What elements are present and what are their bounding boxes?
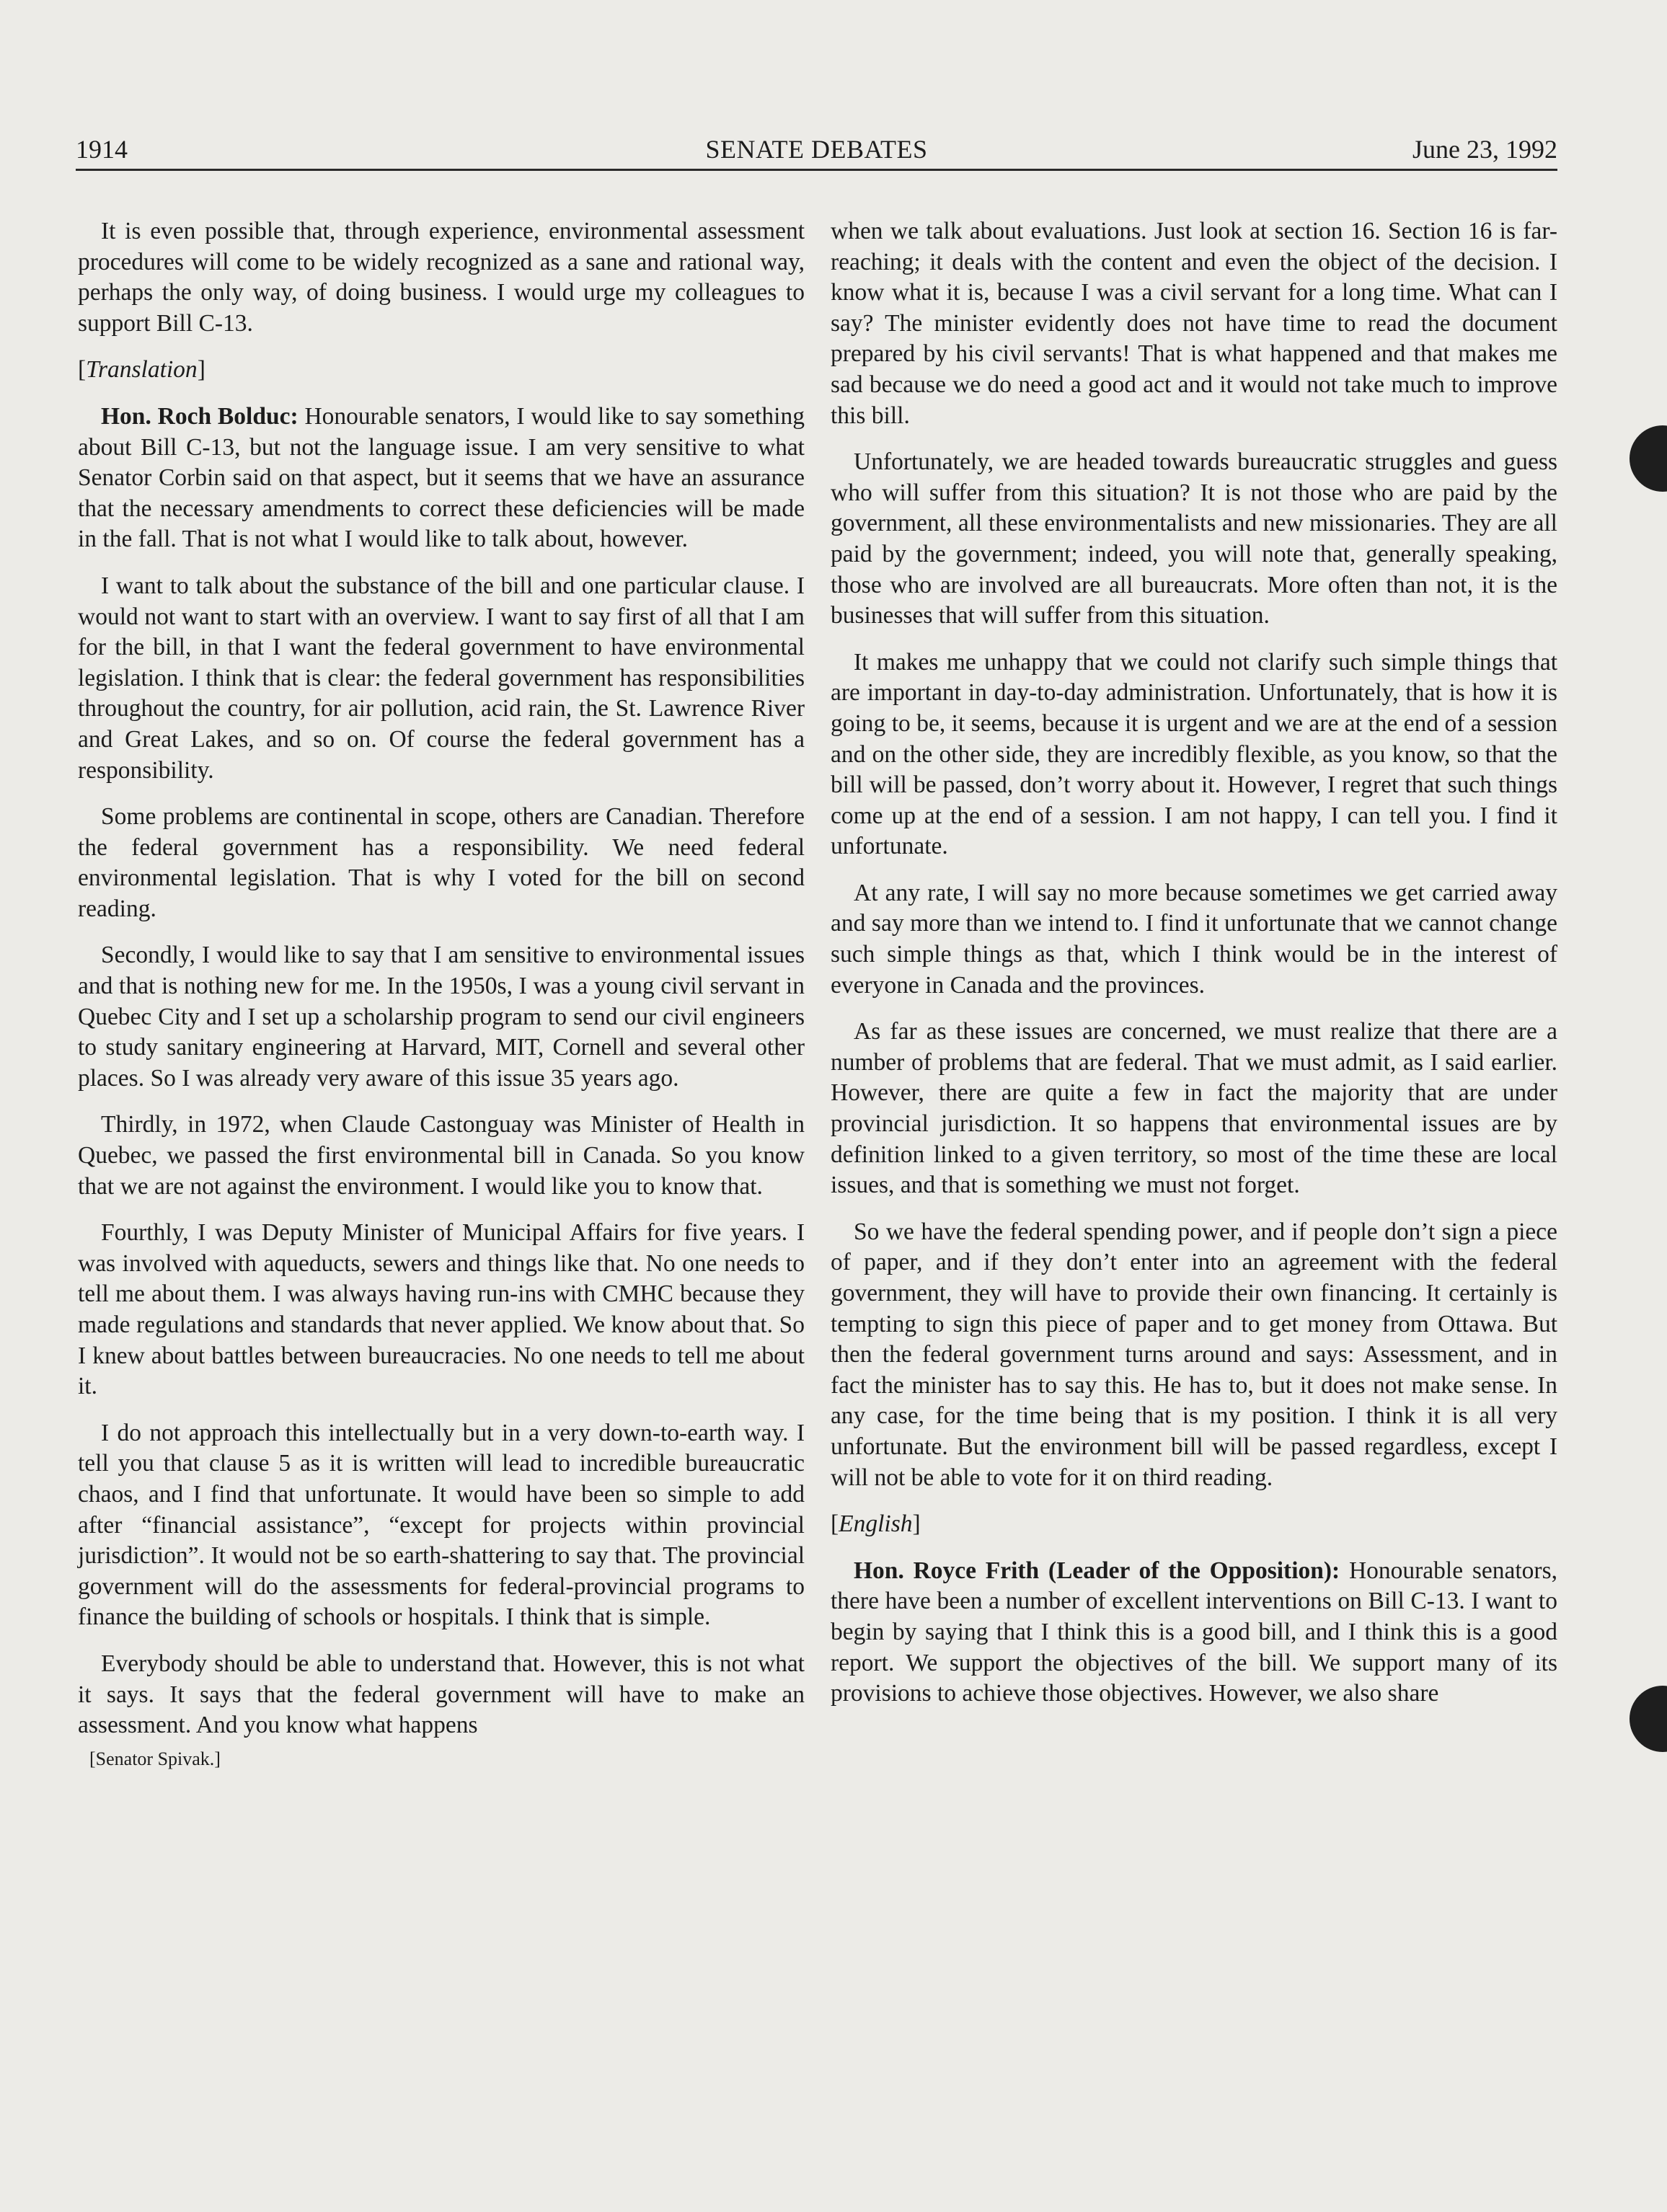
paragraph: It is even possible that, through experience, environmental assessment procedures will come to be widely recognized as a sane and rational way, perhaps the only way, of doing business. I would urge my colleagues to support Bill C-13. bbox=[78, 218, 805, 337]
page-header bbox=[76, 127, 1557, 171]
paragraph: Secondly, I would like to say that I am sensitive to environmental issues and that is nothing new for me. In the 1950s, I was a young civil servant in Quebec City and I set up a scholarship program to send our civil engineers to study sanitary engineering at Harvard, MIT, Cornell and several other places. So I was already very aware of this issue 35 years ago. bbox=[78, 942, 805, 1092]
paragraph: As far as these issues are concerned, we must realize that there are a number of problems that are federal. That we must admit, as I said earlier. However, there are quite a few in fact the majority that are under provincial jurisdiction. It so happens that environmental issues are by definition linked to a given territory, so most of the time these are local issues, and that is something we must not forget. bbox=[831, 1018, 1557, 1199]
binder-hole-icon bbox=[1630, 425, 1667, 492]
paragraph: It makes me unhappy that we could not clarify such simple things that are important in day-to-day administration. Unfortunately, that is how it is going to be, it seems, because it is urgent and we are at the end of a session and on the other side, they are incredibly flexible, as you know, so that the bill will be passed, don’t worry about it. However, I regret that such things come up at the end of a session. I am not happy, I can tell you. I find it unfortunate. bbox=[831, 648, 1557, 860]
paragraph: So we have the federal spending power, and if people don’t sign a piece of paper, and if they don’t enter into an agreement with the federal government, they will have to provide their own financing. It certainly is tempting to sign this piece of paper and to get money from Ottawa. But then the federal government turns around and says: Assessment, and in fact the minister has to say this. He has to, but it does not make sense. In any case, for the time being that is my position. I think it is all very unfortunate. But the environment bill will be passed regardless, except I will not be able to vote for it on third reading. bbox=[831, 1218, 1557, 1491]
speaker-paragraph bbox=[831, 1556, 1557, 1709]
paragraph: Some problems are continental in scope, others are Canadian. Therefore the federal government has a responsibility. We need federal environmental legislation. That is why I voted for the bill on second reading. bbox=[78, 803, 805, 922]
right-column bbox=[831, 216, 1557, 1725]
page-number: 1914 bbox=[76, 135, 128, 164]
speaker-paragraph bbox=[78, 402, 805, 555]
publication-date: June 23, 1992 bbox=[1412, 135, 1557, 164]
english-tag-text: English bbox=[839, 1510, 913, 1538]
paragraph: Everybody should be able to understand that. However, this is not what it says. It says that the federal government will have to make an assessment. And you know what happens bbox=[78, 1650, 805, 1739]
paragraph: I do not approach this intellectually but in a very down-to-earth way. I tell you that clause 5 as it is written will lead to incredible bureaucratic chaos, and I find that unfortunate. It would have been so simple to add after “financial assistance”, “except for projects within provincial jurisdiction”. It would not be so earth-shattering to say that. The provincial government will do the assessments for federal-provincial programs to finance the building of schools or hospitals. I think that is simple. bbox=[78, 1419, 805, 1631]
footer-note: [Senator Spivak.] bbox=[89, 1748, 221, 1769]
translation-tag: [Translation] bbox=[78, 356, 205, 384]
paragraph: At any rate, I will say no more because sometimes we get carried away and say more than we intend to. I find it unfortunate that we cannot change such simple things as that, which I think would be in the interest of everyone in Canada and the provinces. bbox=[831, 879, 1557, 999]
speech-text: Honourable senators, I would like to say something about Bill C-13, but not the language issue. I am very sensitive to what Senator Corbin said on that aspect, but it seems that we have an assurance that the necessary amendments to correct these deficiencies will be made in the fall. That is not what I would like to talk about, however. bbox=[78, 402, 805, 553]
publication-title: SENATE DEBATES bbox=[705, 135, 928, 164]
speaker-name: Hon. Royce Frith (Leader of the Opposition): bbox=[854, 1557, 1340, 1584]
paragraph: I want to talk about the substance of the bill and one particular clause. I would not want to start with an overview. I want to say first of all that I am for the bill, in that I want the federal government to have environmental legislation. I think that is clear: the federal government has responsibilities throughout the country, for air pollution, acid rain, the St. Lawrence River and Great Lakes, and so on. Of course the federal government has a responsibility. bbox=[78, 572, 805, 784]
paragraph: Thirdly, in 1972, when Claude Castonguay was Minister of Health in Quebec, we passed the first environmental bill in Canada. So you know that we are not against the environment. I would like you to know that. bbox=[78, 1111, 805, 1200]
paragraph: Fourthly, I was Deputy Minister of Municipal Affairs for five years. I was involved with aqueducts, sewers and things like that. No one needs to tell me about them. I was always having run-ins with CMHC because they made regulations and standards that never applied. We know about that. So I knew about battles between bureaucracies. No one needs to tell me about it. bbox=[78, 1219, 805, 1400]
speech-text: Honourable senators, there have been a number of excellent interventions on Bill C-13. I want to begin by saying that I think this is a good bill, and I think this is a good report. We support the objectives of the bill. We support many of its provisions to achieve those objectives. However, we also share bbox=[831, 1557, 1558, 1707]
left-column bbox=[78, 216, 805, 1771]
paragraph: when we talk about evaluations. Just look at section 16. Section 16 is far-reaching; it deals with the content and even the object of the decision. I know what it is, because I was a civil servant for a long time. What can I say? The minister evidently does not have time to read the document prepared by his civil servants! That is what happened and that makes me sad because we do need a good act and it would not take much to improve this bill. bbox=[831, 218, 1557, 429]
speaker-name: Hon. Roch Bolduc: bbox=[101, 402, 299, 430]
paragraph: Unfortunately, we are headed towards bureaucratic struggles and guess who will suffer from this situation? It is not those who are paid by the government, all these environmentalists and new missionaries. They are all paid by the government; indeed, you will note that, generally speaking, those who are involved are all bureaucrats. More often than not, it is the businesses that will suffer from this situation. bbox=[831, 448, 1557, 629]
binder-hole-icon bbox=[1630, 1686, 1667, 1752]
english-tag: [English] bbox=[831, 1510, 921, 1538]
translation-tag-text: Translation bbox=[86, 356, 198, 384]
